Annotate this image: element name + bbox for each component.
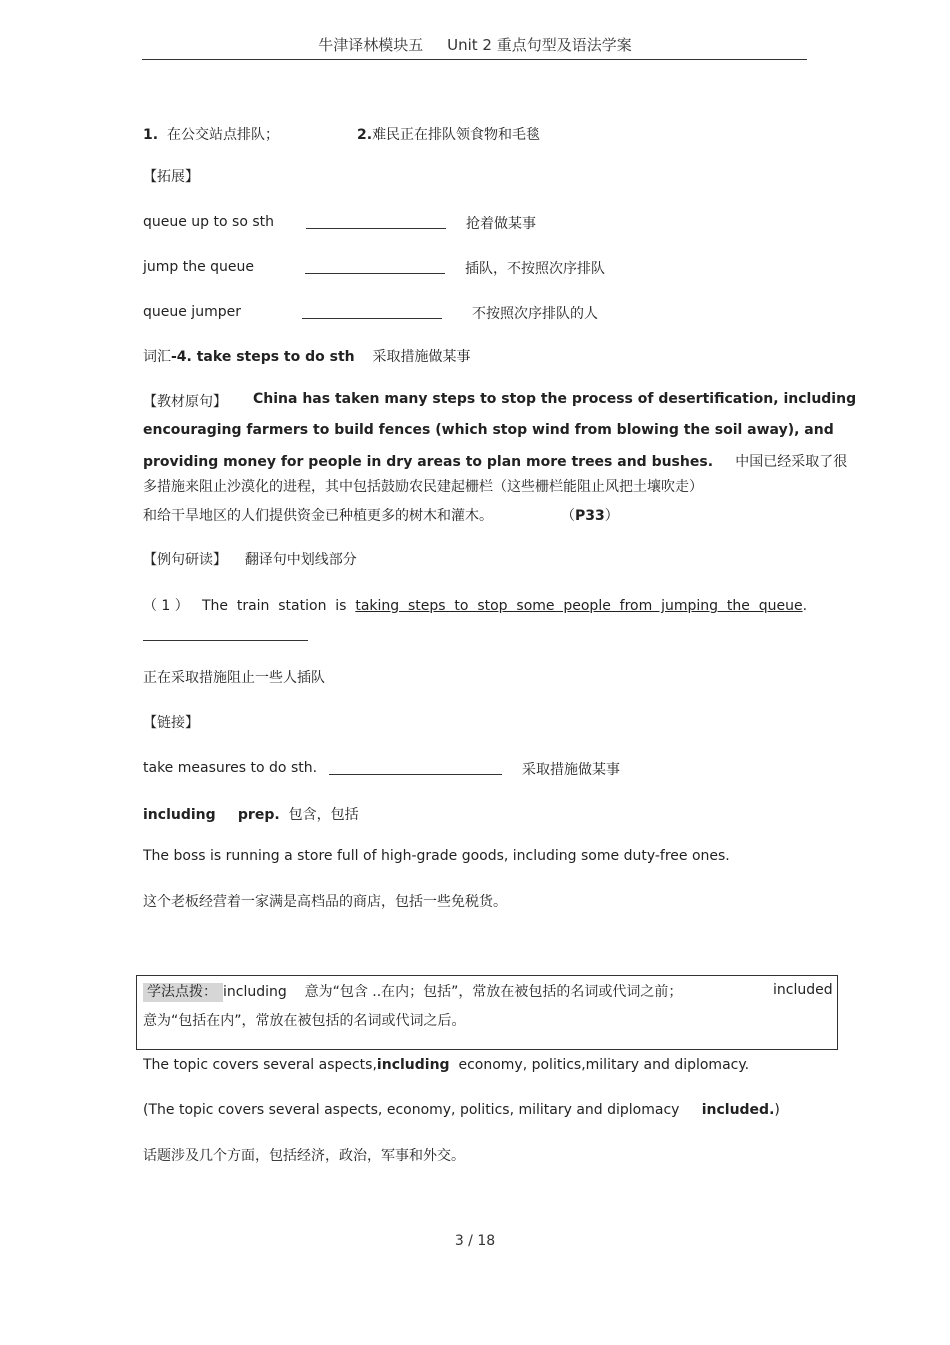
page-ref-open: （ xyxy=(561,508,575,524)
answer-blank[interactable] xyxy=(306,216,446,229)
tip-label: 学法点拨： xyxy=(143,983,223,1002)
header-divider xyxy=(142,59,807,60)
expand-item-phrase: queue jumper xyxy=(143,304,241,320)
including-pos: prep. xyxy=(237,807,280,823)
topic-cn: 话题涉及几个方面，包括经济，政治，军事和外交。 xyxy=(143,1148,465,1164)
answer-blank[interactable] xyxy=(302,306,442,319)
expand-item-meaning: 不按照次序排队的人 xyxy=(472,306,598,322)
intro-item-1-number: 1. xyxy=(143,127,159,143)
including-example-cn: 这个老板经营着一家满是高档品的商店，包括一些免税货。 xyxy=(143,894,507,910)
topic-sentence xyxy=(143,1057,749,1073)
topic-post: economy, politics,military and diplomacy. xyxy=(458,1057,750,1073)
textbook-line-2: encouraging farmers to build fences (which stop wind from blowing the soil away), and xyxy=(143,422,834,438)
link-phrase: take measures to do sth. xyxy=(143,760,318,776)
vocab-phrase: -4. take steps to do sth xyxy=(171,349,355,365)
answer-blank[interactable] xyxy=(143,628,308,641)
example-end: . xyxy=(802,598,808,614)
including-meaning: 包含，包括 xyxy=(288,807,359,823)
intro-item-2 xyxy=(357,124,540,144)
textbook-line-3 xyxy=(143,451,847,471)
tip-line-2: 意为“包括在内”，常放在被包括的名词或代词之后。 xyxy=(143,1013,466,1029)
example-plain: The train station is xyxy=(201,598,347,614)
textbook-label: 【教材原句】 xyxy=(143,394,227,410)
tip-line-1 xyxy=(143,981,682,1001)
including-word: including xyxy=(143,807,216,823)
link-heading: 【链接】 xyxy=(143,715,199,731)
page-number: 3 / 18 xyxy=(454,1233,496,1249)
example-underlined: taking steps to stop some people from jumping the queue xyxy=(355,598,803,614)
tip-line-1-end: included xyxy=(773,982,833,998)
intro-item-2-number: 2. xyxy=(357,127,373,143)
intro-item-2-text: 难民正在排队领食物和毛毯 xyxy=(372,127,541,143)
including-entry xyxy=(143,804,359,824)
topic-pre: The topic covers several aspects, xyxy=(143,1057,377,1073)
link-meaning: 采取措施做某事 xyxy=(522,762,620,778)
page-ref-close: ） xyxy=(604,508,619,524)
textbook-line-1: China has taken many steps to stop the process of desertification, including xyxy=(253,391,857,407)
textbook-line-3-en: providing money for people in dry areas to plan more trees and bushes. xyxy=(143,454,714,470)
textbook-line-5: 和给干旱地区的人们提供资金已种植更多的树木和灌木。 xyxy=(143,508,493,524)
example-answer: 正在采取措施阻止一些人插队 xyxy=(143,670,325,686)
textbook-page-ref xyxy=(561,505,619,525)
topic-alt-pre: (The topic covers several aspects, economy, politics, military and diplomacy xyxy=(143,1102,680,1118)
intro-item-1-text: 在公交站点排队； xyxy=(166,127,279,143)
vocab-label: 词汇 xyxy=(143,349,171,365)
example-instruction: 翻译句中划线部分 xyxy=(244,552,357,568)
including-example-en: The boss is running a store full of high-grade goods, including some duty-free ones. xyxy=(143,848,730,864)
example-sentence xyxy=(143,595,807,615)
textbook-line-4: 多措施来阻止沙漠化的进程，其中包括鼓励农民建起栅栏（这些栅栏能阻止风把土壤吹走） xyxy=(143,479,703,495)
example-heading-label: 【例句研读】 xyxy=(143,552,227,568)
header-title: 牛津译林模块五 Unit 2 重点句型及语法学案 xyxy=(318,36,632,54)
page-ref-value: P33 xyxy=(575,508,605,524)
topic-alt-post: ) xyxy=(774,1102,780,1118)
answer-blank[interactable] xyxy=(329,762,502,775)
textbook-line-3-cn: 中国已经采取了很 xyxy=(735,454,848,470)
vocab-heading xyxy=(143,346,470,366)
expand-item-meaning: 插队，不按照次序排队 xyxy=(465,261,605,277)
expand-item-phrase: jump the queue xyxy=(143,259,255,275)
intro-item-1 xyxy=(143,124,279,144)
vocab-meaning: 采取措施做某事 xyxy=(372,349,471,365)
expand-heading: 【拓展】 xyxy=(143,169,199,185)
tip-word: including xyxy=(223,984,287,1000)
topic-bold: including xyxy=(376,1057,450,1073)
answer-blank[interactable] xyxy=(305,261,445,274)
topic-alt-bold: included. xyxy=(701,1102,775,1118)
topic-alt-sentence xyxy=(143,1102,780,1118)
tip-line-1-text: 意为“包含 ..在内；包括”，常放在被包括的名词或代词之前； xyxy=(304,984,683,1000)
example-heading xyxy=(143,549,357,569)
example-number: （1） xyxy=(143,598,194,614)
expand-item-phrase: queue up to so sth xyxy=(143,214,274,230)
expand-item-meaning: 抢着做某事 xyxy=(466,216,536,232)
